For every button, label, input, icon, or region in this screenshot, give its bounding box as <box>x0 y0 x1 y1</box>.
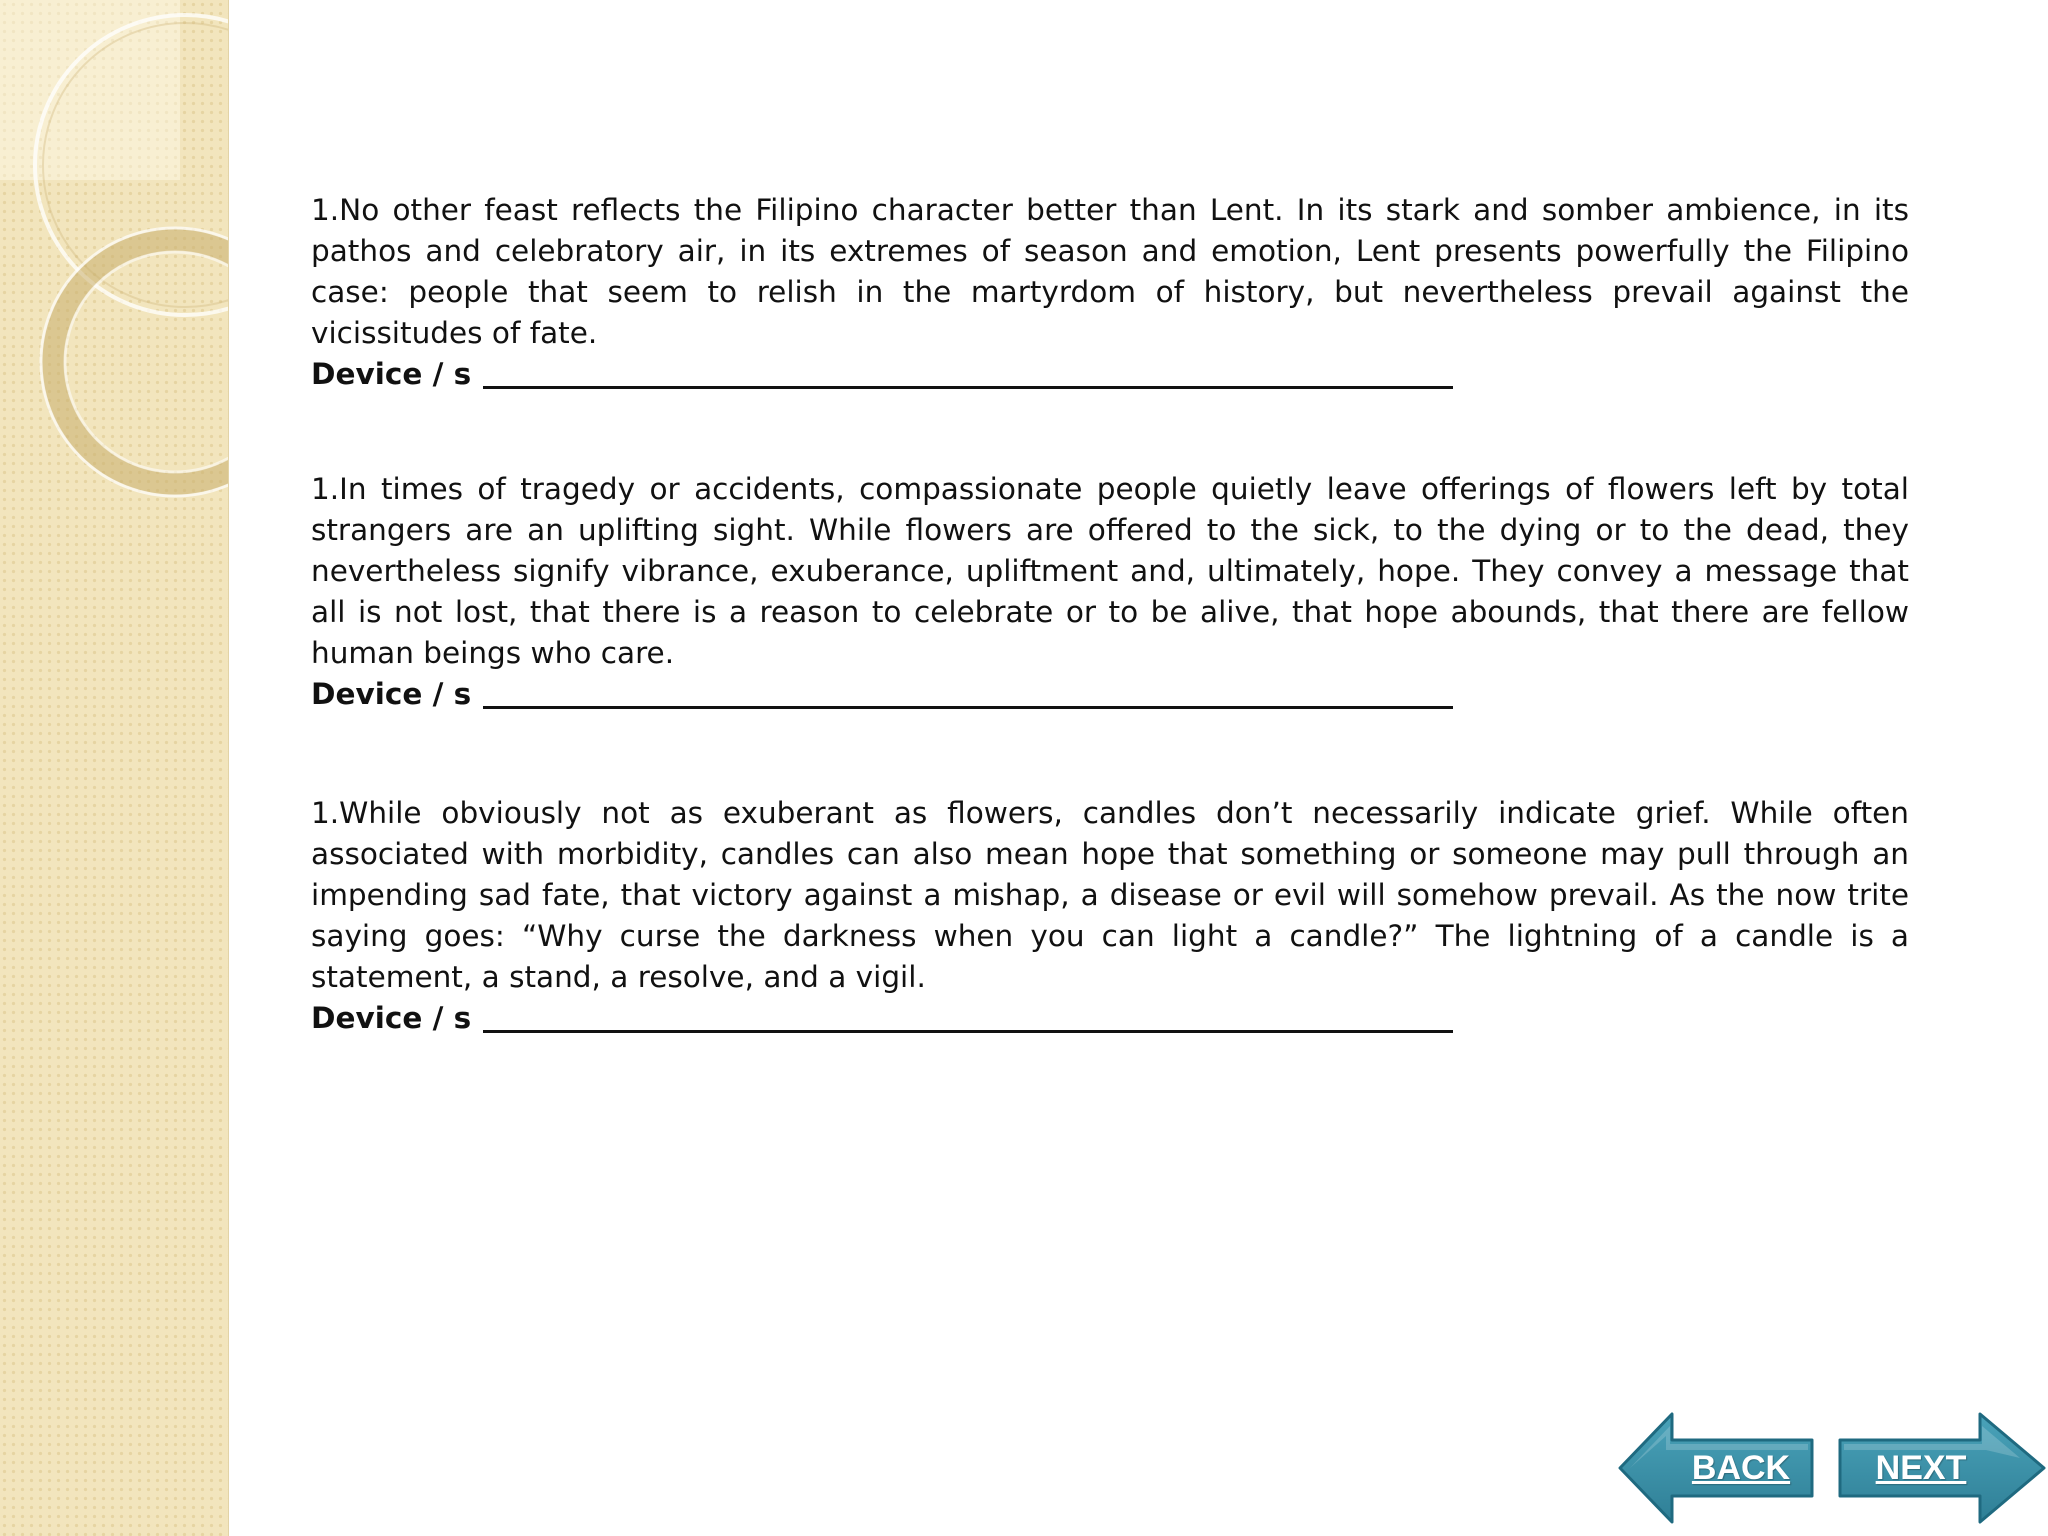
exercise-passage: 1.While obviously not as exuberant as flowers, candles don’t necessarily indicate grief. While often associated with morbidity, candles can also mean hope that something or someone may pull through an impending sad fate, that victory against a mishap, a disease or evil will somehow prevail. As the now trite saying goes: “Why curse the darkness when you can light a candle?” The lightning of a candle is a statement, a stand, a resolve, and a vigil. <box>311 796 1909 994</box>
back-label: BACK <box>1691 1448 1791 1487</box>
device-answer-line <box>311 674 1909 715</box>
exercise-item-3 <box>311 793 1909 1039</box>
decorative-side-panel <box>0 0 229 1536</box>
device-answer-line <box>311 354 1909 395</box>
exercise-content <box>311 190 1909 1113</box>
next-label: NEXT <box>1875 1448 1967 1487</box>
back-button[interactable] <box>1616 1410 1828 1526</box>
exercise-passage: 1.No other feast reflects the Filipino character better than Lent. In its stark and somber ambience, in its pathos and celebratory air, in its extremes of season and emotion, Lent presents powerfully the Filipino case: people that seem to relish in the martyrdom of history, but nevertheless prevail against the vicissitudes of fate. <box>311 193 1909 350</box>
answer-blank <box>483 676 1453 709</box>
next-button[interactable] <box>1836 1410 2048 1526</box>
exercise-passage: 1.In times of tragedy or accidents, compassionate people quietly leave offerings of flowers left by total strangers are an uplifting sight. While flowers are offered to the sick, to the dying or to the dead, they nevertheless signify vibrance, exuberance, upliftment and, ultimately, hope. They convey a message that all is not lost, that there is a reason to celebrate or to be alive, that hope abounds, that there are fellow human beings who care. <box>311 472 1909 670</box>
device-label: Device / s <box>311 357 472 391</box>
answer-blank <box>483 356 1453 389</box>
decorative-rings-icon <box>0 0 228 1536</box>
exercise-item-2 <box>311 469 1909 715</box>
device-label: Device / s <box>311 1001 472 1035</box>
answer-blank <box>483 1000 1453 1033</box>
device-answer-line <box>311 998 1909 1039</box>
exercise-item-1 <box>311 190 1909 395</box>
device-label: Device / s <box>311 677 472 711</box>
